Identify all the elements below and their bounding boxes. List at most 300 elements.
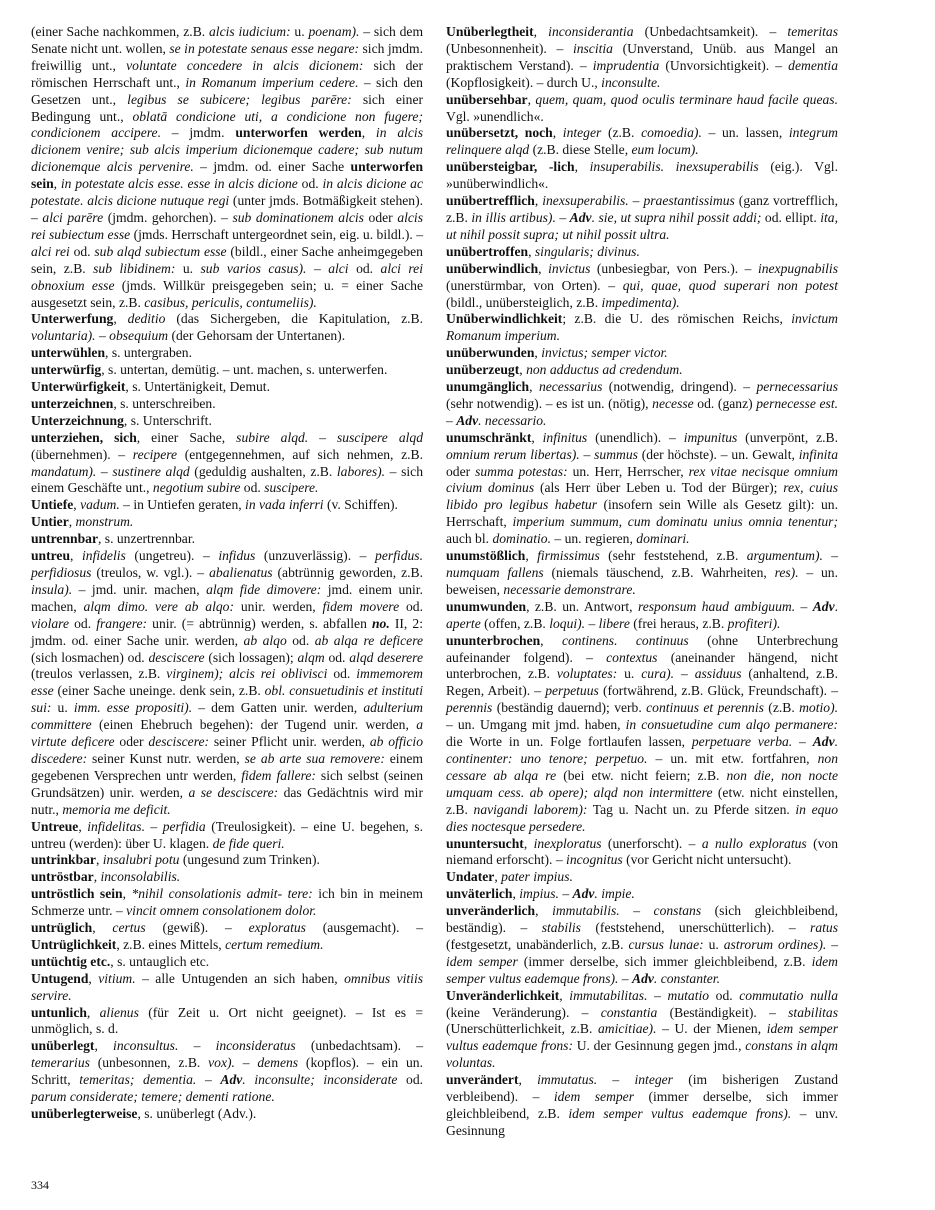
entry-text: (treulos verlassen, z.B. xyxy=(31,666,167,682)
latin-term: vitium. xyxy=(98,970,136,986)
entry-text: (notwendig, dringend). – xyxy=(602,379,757,395)
entry-text: (sehr notwendig). – es ist un. (nötig), xyxy=(446,395,653,411)
latin-term: memoria me deficit. xyxy=(62,801,171,817)
latin-term: praestantissimus xyxy=(643,193,735,209)
latin-term: in illis artibus). xyxy=(471,209,556,225)
latin-term: amicitiae). xyxy=(597,1021,657,1037)
entry-text: (fortwährend, z.B. Glück, Freundschaft). – xyxy=(598,683,838,699)
entry-text: , xyxy=(531,429,543,445)
entry-text: (Unerschütterlichkeit, z.B. xyxy=(446,1021,598,1037)
entry-text: (als Herr über Leben u. Tod der Bürger); xyxy=(534,480,784,496)
latin-term: pernecessarius xyxy=(756,379,839,395)
dictionary-entry xyxy=(31,920,423,954)
latin-term: demens xyxy=(257,1055,299,1071)
headword: unumschränkt xyxy=(446,429,532,445)
latin-term: res). xyxy=(774,565,799,580)
latin-term: necessarie demonstrare. xyxy=(503,581,636,597)
entry-text: (Kopflosigkeit). – durch U., xyxy=(446,74,602,90)
entry-text: (unerforscht). – xyxy=(601,835,702,851)
entry-text: od. (ganz) xyxy=(693,395,757,411)
entry-text: (niemals täuschend, z.B. Wahrheiten, xyxy=(543,565,775,580)
headword: untrüglich xyxy=(31,920,93,936)
dictionary-entry xyxy=(31,1106,423,1123)
latin-term: eum locum). xyxy=(631,142,699,158)
latin-term: comoedia). xyxy=(641,125,702,141)
entry-text: , xyxy=(534,345,542,361)
latin-term: ab alqa re deficere xyxy=(314,632,424,648)
latin-term: vadum. xyxy=(80,497,120,513)
entry-text: sich einer Bedingung unt., xyxy=(31,91,423,124)
entry-text: – xyxy=(619,903,654,919)
latin-term: perpetuus xyxy=(545,683,599,699)
latin-term: legibus se subicere; legibus parēre: xyxy=(127,91,352,107)
entry-text: oder xyxy=(114,734,149,750)
dictionary-entry xyxy=(446,1072,838,1140)
latin-term: sub dominationem alcis xyxy=(232,209,364,225)
entry-text: , xyxy=(88,970,99,986)
entry-text: , s. untertan, demütig. – unt. machen, s. unterwerfen. xyxy=(101,362,388,378)
dictionary-entry xyxy=(31,379,423,396)
entry-text: (Unbesonnenheit). – xyxy=(446,40,573,56)
latin-term: constantia xyxy=(600,1004,658,1020)
latin-term: temeritas xyxy=(787,24,839,39)
latin-term: idem semper vultus eademque frons). xyxy=(568,1106,792,1121)
latin-term: negotium subire xyxy=(152,480,241,496)
entry-text: (v. Schiffen). xyxy=(323,497,398,513)
latin-term: invictus; semper victor. xyxy=(541,345,668,361)
entry-text: od. xyxy=(297,176,323,192)
entry-text: (für Zeit u. Ort nicht geeignet). – Ist es = unmöglich, s. d. xyxy=(31,1004,423,1037)
entry-text: – sich den Gesetzen unt., xyxy=(31,74,423,107)
latin-term: insuperabilis. inexsuperabilis xyxy=(589,159,759,175)
latin-term: obl. consuetudinis et instituti sui: xyxy=(31,683,423,716)
latin-term: . impie. xyxy=(594,886,635,902)
latin-term: immutatus. xyxy=(537,1072,598,1088)
entry-text: – xyxy=(585,615,599,631)
entry-text: (unbedachtsam). – xyxy=(295,1038,424,1054)
dictionary-entry xyxy=(31,430,423,498)
entry-text: , xyxy=(527,91,536,107)
headword: Untreue xyxy=(31,818,79,834)
entry-text: , xyxy=(538,260,549,276)
latin-term: immutabilitas. xyxy=(569,987,648,1003)
entry-text: , s. untergraben. xyxy=(105,345,192,361)
headword: Unterzeichnung xyxy=(31,412,124,428)
latin-term: alci rei obnoxium esse xyxy=(31,260,423,293)
headword: Unüberlegtheit xyxy=(446,24,534,39)
entry-text: od. xyxy=(348,260,381,276)
latin-term: navigandi laborem): xyxy=(473,801,588,817)
latin-term: imprudentia xyxy=(592,57,660,73)
latin-term: omnium rerum libertas). xyxy=(446,446,580,462)
entry-text: , xyxy=(73,497,81,513)
entry-text: , xyxy=(512,886,520,902)
entry-text: (immer derselbe, sich immer gleichbleibend, z.B. xyxy=(517,953,812,969)
latin-term: labores). xyxy=(336,463,386,479)
entry-text: (entgegennehmen, auf sich nehmen, z.B. xyxy=(177,446,423,462)
headword: unüberlegterweise xyxy=(31,1106,138,1121)
latin-term: poenam). xyxy=(308,24,360,39)
dictionary-entry xyxy=(446,362,838,379)
headword: unumgänglich xyxy=(446,379,530,395)
dictionary-entry xyxy=(31,362,423,379)
entry-text: (gewiß). – xyxy=(145,920,249,936)
entry-text: oder xyxy=(446,463,476,479)
headword: unumwunden xyxy=(446,598,527,614)
latin-term: imm. esse propositi). xyxy=(73,700,193,716)
latin-term: perpetuare verba. xyxy=(691,734,793,750)
entry-text: , einer Sache, xyxy=(136,429,237,445)
headword: unterworfen sein xyxy=(31,159,423,192)
latin-term: infinita xyxy=(798,446,838,462)
latin-term: contextus xyxy=(606,649,658,665)
latin-term: mutatio xyxy=(667,987,710,1003)
latin-term: impedimenta). xyxy=(601,294,680,310)
entry-text: , xyxy=(529,379,539,395)
entry-text: – xyxy=(555,209,570,225)
latin-term: impunitus xyxy=(683,429,738,445)
entry-text: (geduldig aushalten, z.B. xyxy=(189,463,337,479)
headword: untröstbar xyxy=(31,869,94,885)
latin-term: virginem); alcis rei oblivisci xyxy=(166,666,328,682)
entry-text: (sehr feststehend, z.B. xyxy=(599,548,747,564)
entry-text: – xyxy=(558,886,573,902)
latin-term: idem semper vultus eademque frons). xyxy=(446,953,838,986)
latin-term: alci xyxy=(328,260,349,276)
entry-text: , xyxy=(86,1004,100,1020)
entry-text: od. xyxy=(69,615,97,631)
latin-term: certum remedium. xyxy=(225,936,324,952)
latin-term: rex, cuius libido pro legibus habetur xyxy=(446,480,838,513)
entry-text: (treulos, w. vgl.). – xyxy=(91,565,210,580)
headword: unübertrefflich xyxy=(446,193,535,209)
latin-term: idem semper xyxy=(446,953,518,969)
headword: Unveränderlichkeit xyxy=(446,987,560,1003)
entry-text: od. xyxy=(240,480,265,496)
entry-text: (festgesetzt, unabänderlich, z.B. xyxy=(446,936,629,952)
latin-term: impius. xyxy=(519,886,559,902)
entry-text: (ausgemacht). – xyxy=(305,920,423,936)
latin-term: commutatio nulla xyxy=(739,987,839,1003)
latin-term: inscitia xyxy=(572,40,613,56)
headword: unväterlich xyxy=(446,886,513,902)
headword: unübersteigbar, -lich xyxy=(446,159,575,175)
latin-term: . sie, ut supra nihil possit addi; xyxy=(591,209,762,225)
latin-term: insalubri potu xyxy=(102,852,180,868)
entry-text: , xyxy=(361,125,376,141)
dictionary-entry xyxy=(446,903,838,988)
latin-term: a nullo exploratus xyxy=(701,835,807,851)
latin-term: alienus xyxy=(99,1004,139,1020)
latin-term: in alcis dicione ac potestate. alcis dicione nutuque regi xyxy=(31,176,423,209)
adverb-marker: Adv xyxy=(572,886,595,902)
headword: unüberwunden xyxy=(446,345,535,361)
adverb-marker: Adv xyxy=(220,1072,243,1088)
entry-text: – jmd. unir. machen, xyxy=(72,581,207,597)
entry-text: (unendlich). – xyxy=(587,429,684,445)
entry-text: (insofern sein Wille als Gesetz gilt): un. Herrschaft, xyxy=(446,497,838,530)
entry-text: (sich lossagen); xyxy=(204,649,298,665)
dictionary-entry xyxy=(31,345,423,362)
dictionary-entry xyxy=(31,954,423,971)
entry-text: sich der römischen Herrschaft unt., xyxy=(31,57,423,90)
latin-term: invictum Romanum imperium. xyxy=(446,311,838,344)
latin-term: alqm xyxy=(297,649,325,665)
latin-term: exploratus xyxy=(248,920,306,936)
entry-text: od. xyxy=(709,987,740,1003)
entry-text: od. xyxy=(399,598,423,614)
entry-text: (bei etw. nicht feiern; z.B. xyxy=(556,767,727,783)
entry-text: – xyxy=(234,1055,258,1071)
latin-term: loqui). xyxy=(549,615,586,631)
adverb-marker: Adv xyxy=(812,734,835,750)
latin-term: dementia xyxy=(788,57,839,73)
latin-term: constans in alqm voluntas. xyxy=(446,1038,838,1071)
headword: unübersetzt, noch xyxy=(446,125,553,141)
headword: untreu xyxy=(31,548,71,564)
adverb-marker: Adv xyxy=(456,412,479,428)
headword: ununterbrochen xyxy=(446,632,541,648)
entry-text: einem gegebenen Versprechen untr werden, xyxy=(31,750,423,783)
latin-term: aperte xyxy=(446,615,481,631)
entry-text: (jmds. Willkür preisgegeben sein; u. = einer Sache ausgesetzt sein, z.B. xyxy=(31,277,423,310)
latin-term: motio). xyxy=(799,700,838,716)
entry-text: – xyxy=(144,818,163,834)
entry-text: – xyxy=(826,936,839,952)
latin-term: firmissimus xyxy=(537,548,600,564)
entry-text: , xyxy=(533,24,549,39)
latin-term: astrorum ordines). xyxy=(723,936,827,952)
latin-term: alci rei xyxy=(31,243,70,259)
entry-text: – unv. Gesinnung xyxy=(446,1106,839,1138)
latin-term: in alcis dicionem venire; sub alcis imperium dicionemque cadere; sub nutum dicionemque alcis pervenire. xyxy=(31,125,423,175)
latin-term: non die, non nocte umquam cess. ab opere); alqd non intermittere xyxy=(446,767,838,800)
entry-text: (Treulosigkeit). – eine U. begehen, s. untreu (werden): über U. klagen. xyxy=(31,818,423,851)
entry-text: od. xyxy=(286,632,315,648)
latin-term: qui, quae, quod superari non potest xyxy=(622,277,838,293)
latin-term: infidelis xyxy=(82,548,126,564)
dictionary-entry xyxy=(31,819,423,853)
entry-text: (keine Veränderung). – xyxy=(446,1004,601,1020)
latin-term: ratus xyxy=(810,920,838,936)
entry-text: – xyxy=(795,598,813,614)
adverb-marker: Adv xyxy=(569,209,592,225)
latin-term: idem semper vultus eademque frons: xyxy=(446,1021,838,1054)
latin-term: alcis iudicium: xyxy=(209,24,291,39)
entry-text: (Unverstand, Unüb. aus Mangel an praktischem Verstand). – xyxy=(446,40,838,73)
dictionary-entry xyxy=(446,886,838,903)
dictionary-entry xyxy=(446,379,838,430)
latin-term: sustinere alqd xyxy=(112,463,190,479)
dictionary-entry xyxy=(446,633,838,836)
entry-text: (unbesonnen, z.B. xyxy=(89,1055,209,1071)
entry-text: (eig.). Vgl. »unüberwindlich«. xyxy=(446,159,838,192)
entry-text: u. xyxy=(617,666,642,682)
latin-term: in Romanum imperium cedere. xyxy=(185,74,359,90)
entry-text: , xyxy=(113,311,128,327)
entry-text: sich selbst (seinen Grundsätzen) unir. werden, xyxy=(31,767,423,800)
entry-text: – xyxy=(196,1072,221,1088)
entry-text: od. xyxy=(69,243,95,259)
latin-term: fidem movere xyxy=(322,598,400,614)
entry-text: , xyxy=(92,920,113,936)
dictionary-entry xyxy=(31,514,423,531)
entry-text: das Gedächtnis wird mir nutr., xyxy=(31,784,423,817)
entry-text: , xyxy=(518,1072,538,1088)
entry-text: – un. mit etw. fortfahren, xyxy=(647,750,818,766)
entry-text: , s. Untertänigkeit, Demut. xyxy=(125,379,270,395)
latin-term: . constanter. xyxy=(653,970,720,986)
entry-text: (unbesiegbar, von Pers.). – xyxy=(590,260,758,276)
dictionary-entry xyxy=(31,24,423,311)
dictionary-entry xyxy=(31,396,423,413)
latin-term: oblatā condicione uti, a condicione non fugere; condicionem accipere. xyxy=(31,108,423,141)
entry-text: od. xyxy=(324,649,350,665)
latin-term: pernecesse est. xyxy=(756,395,838,411)
entry-text: (jmds. Herrschaft untergeordnet sein, eig. u. bildl.). – xyxy=(130,226,423,242)
latin-term: se ab arte sua removere: xyxy=(244,750,385,766)
latin-term: insula). xyxy=(31,581,73,597)
latin-term: vox). xyxy=(208,1055,235,1071)
right-column xyxy=(446,24,838,1140)
headword: unverändert xyxy=(446,1072,519,1088)
latin-term: constans xyxy=(653,903,702,919)
latin-term: . necessario. xyxy=(478,412,547,428)
entry-text: – xyxy=(446,412,457,428)
latin-term: cursus lunae: xyxy=(628,936,704,952)
latin-term: ita, ut nihil possit supra; ut nihil possit ultra. xyxy=(446,209,838,242)
latin-term: a se desciscere: xyxy=(188,784,279,800)
latin-term: fidem fallere: xyxy=(241,767,316,783)
entry-text: , s. Unterschrift. xyxy=(123,412,212,428)
page-number: 334 xyxy=(31,1178,49,1192)
entry-text: , xyxy=(95,852,103,868)
latin-term: dominari. xyxy=(636,531,690,547)
latin-term: certus xyxy=(112,920,146,936)
entry-text: (einer Sache uneinge. denk sein, z.B. xyxy=(53,683,265,699)
latin-term: necessarius xyxy=(538,379,603,395)
latin-term: inconsideratus xyxy=(215,1038,296,1054)
entry-text: – xyxy=(306,260,329,276)
headword: Untrüglichkeit xyxy=(31,936,117,952)
entry-text: – xyxy=(618,970,632,986)
latin-term: inconsiderantia xyxy=(548,24,634,39)
entry-text: (etw. nicht einstellen, z.B. xyxy=(446,784,838,817)
dictionary-entry xyxy=(31,852,423,869)
entry-text: – xyxy=(647,987,668,1003)
entry-text: (unverpönt, z.B. xyxy=(737,429,838,445)
entry-text: (der höchste). – un. Gewalt, xyxy=(637,446,799,462)
dictionary-entry xyxy=(31,531,423,548)
entry-text: (feststehend, unerschütterlich). – xyxy=(580,920,811,936)
latin-term: ab alqo xyxy=(243,632,287,648)
dictionary-entry xyxy=(446,244,838,261)
headword: Untugend xyxy=(31,970,89,986)
latin-term: de fide queri. xyxy=(212,835,285,851)
latin-term: adulterium committere xyxy=(31,700,423,733)
entry-text: , xyxy=(122,886,132,902)
headword: unterzeichnen xyxy=(31,395,114,411)
dictionary-entry xyxy=(31,311,423,345)
entry-text: – un. regieren, xyxy=(550,531,637,547)
entry-text: , xyxy=(574,159,590,175)
entry-text: (immer derselbe, sich immer gleichbleibend, z.B. xyxy=(446,1089,838,1121)
entry-text: (einen Ehebruch begehen): der Tugend unir. werden, xyxy=(91,717,417,733)
headword: untröstlich sein xyxy=(31,886,123,902)
latin-term: non cessare ab alqa re xyxy=(446,750,838,783)
entry-text: (z.B. xyxy=(763,700,800,716)
latin-term: voluptates: xyxy=(556,666,618,682)
latin-term: integer xyxy=(562,125,602,141)
latin-term: infidus xyxy=(218,548,256,564)
entry-text: – sich einem Geschäfte unt., xyxy=(31,463,423,496)
latin-term: perfidia xyxy=(162,818,206,834)
latin-term: summus xyxy=(594,446,638,462)
headword: unübertroffen xyxy=(446,243,529,259)
dictionary-entry xyxy=(446,430,838,548)
headword: Undater xyxy=(446,869,495,885)
latin-term: frangere: xyxy=(96,615,148,631)
headword: untrinkbar xyxy=(31,852,96,868)
entry-text: (frei heraus, z.B. xyxy=(629,615,728,631)
dictionary-entry xyxy=(31,413,423,430)
entry-text: (übernehmen). – xyxy=(31,446,133,462)
latin-term: in potestate alcis esse. esse in alcis dicione xyxy=(60,176,298,192)
entry-text: unir. werden, xyxy=(233,598,323,614)
latin-term: dominatio. xyxy=(492,531,551,547)
dictionary-entry xyxy=(31,1038,423,1106)
entry-text: (abtrünnig geworden, z.B. xyxy=(272,565,423,580)
latin-term: sub libidinem: xyxy=(93,260,176,276)
entry-text: (unerstürmbar, von Orten). – xyxy=(446,277,623,293)
dictionary-entry xyxy=(31,869,423,886)
entry-text: die Worte in un. Folge fortlaufen lassen, xyxy=(446,734,692,750)
latin-term: singularis; divinus. xyxy=(534,243,640,259)
entry-text: . xyxy=(834,598,839,614)
headword: unveränderlich xyxy=(446,903,536,919)
latin-term: *nihil consolationis admit- tere: xyxy=(131,886,313,902)
entry-text: od. xyxy=(327,666,357,682)
dictionary-entry xyxy=(446,548,838,599)
entry-text: (einer Sache nachkommen, z.B. xyxy=(31,24,209,39)
entry-text: , s. unüberlegt (Adv.). xyxy=(137,1106,257,1121)
latin-term: omnibus vitiis servire. xyxy=(31,970,424,1003)
entry-text: , xyxy=(494,869,502,885)
entry-text: , xyxy=(559,987,570,1003)
entry-text: (Beständigkeit). – xyxy=(657,1004,789,1020)
latin-term: temerarius xyxy=(31,1055,90,1071)
entry-text: – alle Untugenden an sich haben, xyxy=(135,970,345,986)
latin-term: obsequium xyxy=(109,328,169,344)
entry-text: (z.B. xyxy=(601,125,642,141)
latin-term: incognitus xyxy=(566,852,623,868)
entry-text: auch bl. xyxy=(446,531,493,547)
entry-text: seiner Pflicht unir. werden, xyxy=(209,734,370,750)
dictionary-entry xyxy=(446,92,838,126)
entry-text: , xyxy=(70,548,82,564)
latin-term: suscipere. xyxy=(264,480,319,496)
entry-text: – xyxy=(95,328,110,344)
latin-term: voluntate concedere in alcis dicionem: xyxy=(126,57,364,73)
entry-text: , xyxy=(53,176,61,192)
entry-text: , xyxy=(78,818,88,834)
left-column xyxy=(31,24,423,1123)
entry-text: u. xyxy=(703,936,724,952)
entry-text: Vgl. »unendlich«. xyxy=(446,108,544,124)
entry-text: – un. Umgang mit jmd. haben, xyxy=(446,717,626,733)
headword: unübersehbar xyxy=(446,91,528,107)
headword: unterwürfig xyxy=(31,362,102,378)
